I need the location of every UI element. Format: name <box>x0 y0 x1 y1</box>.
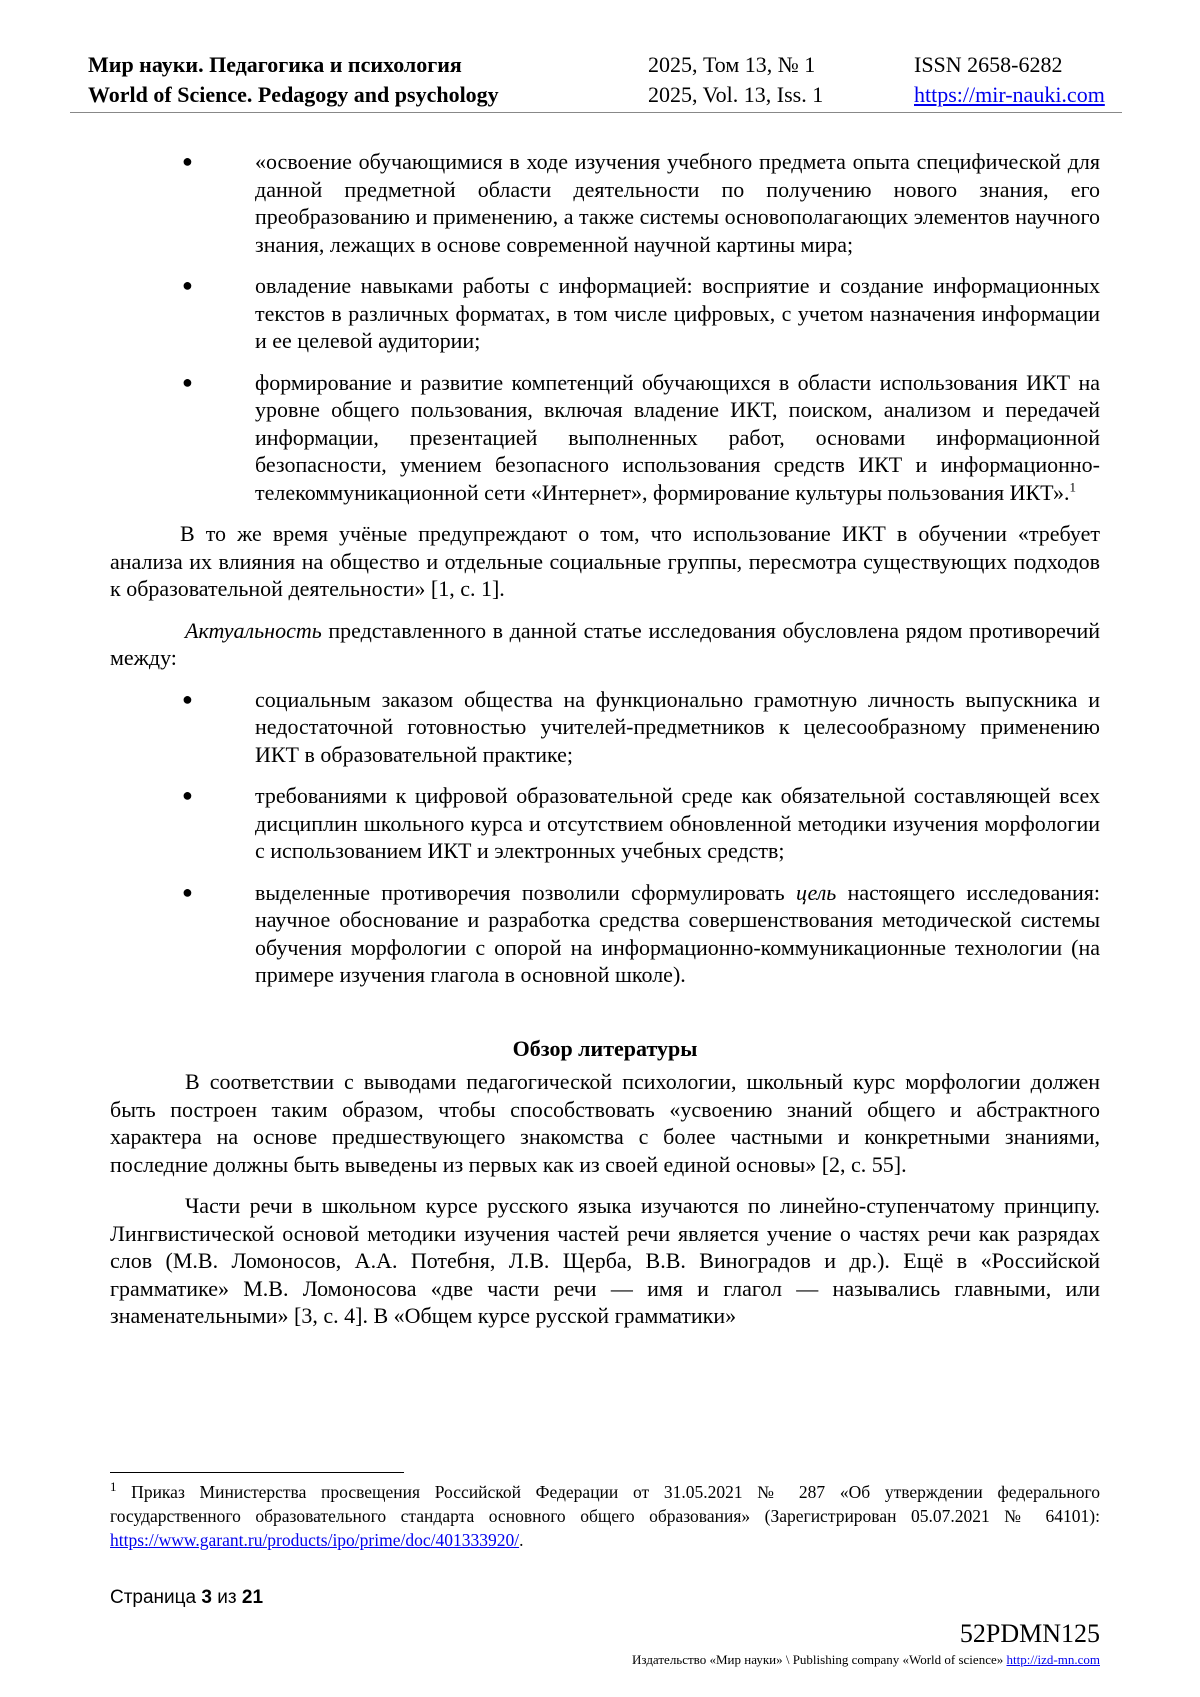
footnote: $^1$ Приказ Министерства просвещения Российской Федерации от 31.05.2021 № 287 «Об утверждении федерального государственного образовательного стандарта основного общего образования» (Зарегистрирован 05.07.2021 № 64101): https://www.garant.ru/products/ipo/prime/doc/401333920/. <box>110 1479 1100 1550</box>
footnote-ref[interactable]: 1 <box>1069 479 1077 495</box>
bullet-icon: ● <box>182 275 193 295</box>
list-item: ● «освоение обучающимися в ходе изучения учебного предмета опыта специфической для данной предметной области деятельности по получению нового знания, его преобразованию и применению, а также системы основополагающих элементов научного знания, лежащих в основе современной научной картины мира; <box>182 149 1100 257</box>
issue-ru: 2025, Том 13, № 1 <box>648 52 816 77</box>
paragraph: В то же время учёные предупреждают о том, что использование ИКТ в обучении «требует анализа их влияния на общество и отдельные социальные группы, пересмотра существующих подходов к образовательной деятельности» [1, с. 1]. <box>110 521 1100 601</box>
bullet-icon: ● <box>182 785 193 805</box>
journal-site-link[interactable]: https://mir-nauki.com <box>914 82 1105 107</box>
paragraph-relevance: Актуальность представленного в данной статье исследования обусловлена рядом противоречий между: <box>110 617 1100 670</box>
article-code: 52PDMN125 <box>959 1619 1100 1648</box>
journal-title-block <box>88 50 499 110</box>
footnote-mark: 1 <box>110 1479 117 1495</box>
list-item: ● овладение навыками работы с информацией: восприятие и создание информационных текстов в различных форматах, в том числе цифровых, с учетом назначения информации и ее целевой аудитории; <box>182 273 1100 353</box>
footnote-divider <box>110 1472 404 1473</box>
list-item: ● выделенные противоречия позволили сформулировать цель настоящего исследования: научное обоснование и разработка средства совершенствования методической системы обучения морфологии с опорой на информационно-коммуникационные технологии (на примере изучения глагола в основной школе). <box>182 879 1100 987</box>
bullet-icon: ● <box>182 688 193 709</box>
journal-title-ru: Мир науки. Педагогика и психология <box>88 52 462 77</box>
bullet-list-contradictions <box>110 686 1100 989</box>
article-body <box>110 148 1100 1344</box>
list-item: ● требованиями к цифровой образовательной среде как обязательной составляющей всех дисциплин школьного курса и отсутствием обновленной методики изучения морфологии с использованием ИКТ и электронных учебных средств; <box>182 783 1100 863</box>
issue-block <box>648 50 823 110</box>
bullet-icon: ● <box>182 371 193 392</box>
section-heading: Обзор литературы <box>512 1035 698 1061</box>
bullet-icon: ● <box>182 881 193 902</box>
bullet-list-goals <box>110 148 1100 506</box>
header-divider <box>70 112 1122 113</box>
list-item: ● формирование и развитие компетенций обучающихся в области использования ИКТ на уровне общего пользования, включая владение ИКТ, поиском, анализом и передачей информации, презентацией выполненных работ, основами информационной безопасности, умением безопасного использования средств ИКТ и информационно-телекоммуникационной сети «Интернет», формирование культуры пользования ИКТ».$^1$ <box>182 369 1100 505</box>
page-number: Страница 3 из 21 <box>110 1587 264 1608</box>
list-item: ● социальным заказом общества на функционально грамотную личность выпускника и недостаточной готовностью учителей-предметников к целесообразному применению ИКТ в образовательной практике; <box>182 686 1100 767</box>
issn-block <box>914 50 1105 110</box>
publisher-link[interactable]: http://izd-mn.com <box>1006 1652 1100 1667</box>
issn: ISSN 2658-6282 <box>914 52 1063 77</box>
paragraph: Части речи в школьном курсе русского языка изучаются по линейно-ступенчатому принципу. Лингвистической основой методики изучения частей речи является учение о частях речи как разрядах слов (М.В. Ломоносов, А.А. Потебня, Л.В. Щерба, В.В. Виноградов и др.). Ещё в «Российской грамматике» М.В. Ломоносова «две части речи — имя и глагол — назывались главными, или знаменательными» [3, с. 4]. В «Общем курсе русской грамматики» <box>110 1193 1100 1328</box>
issue-en: 2025, Vol. 13, Iss. 1 <box>648 82 824 107</box>
publisher-line: Издательство «Мир науки» \ Publishing company «World of science» http://izd-mn.com <box>632 1652 1100 1667</box>
footnote-link[interactable]: https://www.garant.ru/products/ipo/prime/doc/401333920/ <box>110 1530 520 1550</box>
journal-title-en: World of Science. Pedagogy and psychology <box>88 82 499 107</box>
paragraph: В соответствии с выводами педагогической психологии, школьный курс морфологии должен быть построен таким образом, чтобы способствовать «усвоению знаний общего и абстрактного характера на основе предшествующего знакомства с более частными и конкретными знаниями, последние должны быть выведены из первых как из своей единой основы» [2, с. 55]. <box>110 1069 1100 1177</box>
page-header <box>88 50 1122 110</box>
bullet-icon: ● <box>182 151 193 171</box>
